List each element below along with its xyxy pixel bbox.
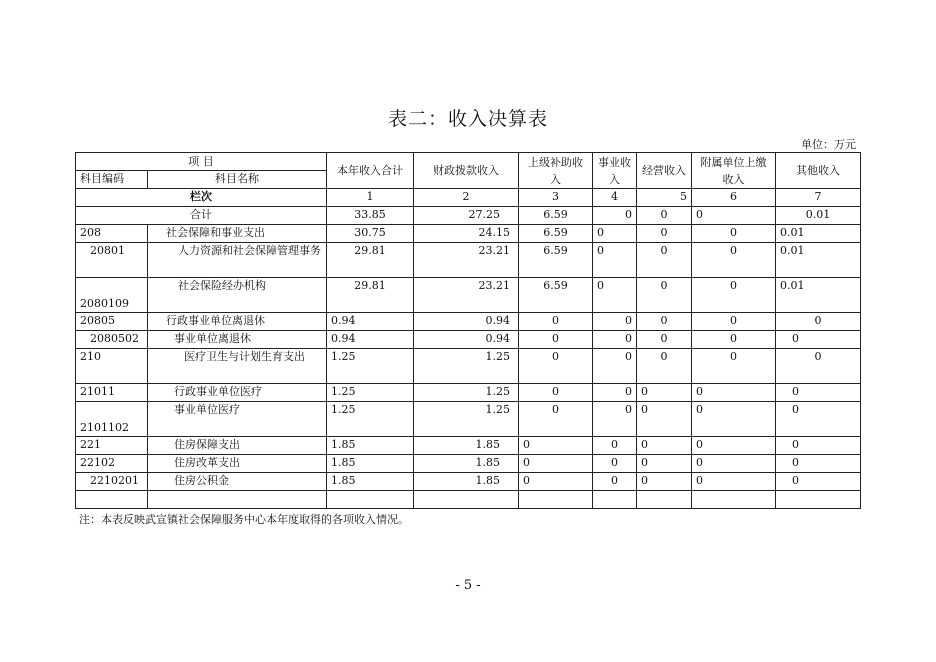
subject-code: 221 [76, 437, 148, 455]
cell: 0 [593, 437, 637, 455]
col-header: 附属单位上缴收入 [692, 153, 776, 189]
cell: 1.85 [327, 455, 414, 473]
cell: 0 [637, 349, 692, 384]
cell: 0.01 [776, 278, 861, 313]
empty-cell [519, 491, 593, 509]
cell: 0 [692, 225, 776, 243]
cell: 23.21 [414, 243, 519, 278]
table-row [76, 473, 861, 491]
subject-code: 210 [76, 349, 148, 384]
table-row [76, 225, 861, 243]
cell: 0 [776, 331, 861, 349]
column-number: 6 [692, 189, 776, 207]
empty-cell [776, 491, 861, 509]
cell: 0 [692, 402, 776, 437]
subject-name: 社会保障和事业支出 [148, 225, 327, 243]
column-number: 5 [637, 189, 692, 207]
cell: 0 [519, 473, 593, 491]
column-number: 1 [327, 189, 414, 207]
total-row [76, 207, 861, 225]
cell: 0 [692, 384, 776, 402]
cell: 1.85 [414, 473, 519, 491]
income-table [75, 152, 861, 509]
table-row [76, 402, 861, 437]
code-header: 科目编码 [76, 171, 148, 189]
column-number: 4 [593, 189, 637, 207]
cell: 0 [776, 473, 861, 491]
cell: 0 [593, 313, 637, 331]
subject-name: 医疗卫生与计划生育支出 [148, 349, 327, 384]
subject-code: 2080502 [76, 331, 148, 349]
cell: 0 [692, 278, 776, 313]
cell: 0 [637, 384, 692, 402]
subject-code: 2210201 [76, 473, 148, 491]
subject-code: 20801 [76, 243, 148, 278]
cell: 0 [637, 455, 692, 473]
cell: 6.59 [519, 278, 593, 313]
cell: 0 [637, 243, 692, 278]
table-row [76, 331, 861, 349]
cell: 0.01 [776, 243, 861, 278]
name-header: 科目名称 [148, 171, 327, 189]
subject-name: 事业单位离退休 [148, 331, 327, 349]
cell: 1.85 [327, 437, 414, 455]
subject-name: 住房改革支出 [148, 455, 327, 473]
subject-code: 208 [76, 225, 148, 243]
page-title: 表二：收入决算表 [387, 108, 548, 130]
cell: 0 [637, 402, 692, 437]
cell: 6.59 [519, 243, 593, 278]
col-header: 经营收入 [637, 153, 692, 189]
cell: 0.94 [414, 331, 519, 349]
cell: 0 [637, 207, 692, 225]
cell: 0 [692, 455, 776, 473]
empty-cell [327, 491, 414, 509]
subject-name: 人力资源和社会保障管理事务 [148, 243, 327, 278]
cell: 1.25 [414, 349, 519, 384]
col-header: 本年收入合计 [327, 153, 414, 189]
cell: 29.81 [327, 278, 414, 313]
cell: 0.94 [327, 331, 414, 349]
cell: 0 [637, 225, 692, 243]
cell: 0 [593, 384, 637, 402]
subject-code: 2101102 [76, 402, 148, 437]
cell: 29.81 [327, 243, 414, 278]
cell: 0 [519, 402, 593, 437]
cell: 27.25 [414, 207, 519, 225]
table-note: 注：本表反映武宣镇社会保障服务中心本年度取得的各项收入情况。 [79, 513, 409, 526]
subject-code: 2080109 [76, 278, 148, 313]
subject-name: 社会保险经办机构 [148, 278, 327, 313]
cell: 33.85 [327, 207, 414, 225]
cell: 0 [692, 207, 776, 225]
column-number: 7 [776, 189, 861, 207]
column-number: 2 [414, 189, 519, 207]
cell: 0 [593, 473, 637, 491]
subject-name: 住房保障支出 [148, 437, 327, 455]
subject-code: 22102 [76, 455, 148, 473]
empty-cell [148, 491, 327, 509]
cell: 0 [637, 473, 692, 491]
subject-name: 行政事业单位医疗 [148, 384, 327, 402]
cell: 0 [776, 313, 861, 331]
cell: 0.01 [776, 207, 861, 225]
column-number-row [76, 189, 861, 207]
table-row [76, 455, 861, 473]
unit-label: 单位：万元 [801, 138, 856, 151]
cell: 0.94 [327, 313, 414, 331]
empty-cell [414, 491, 519, 509]
cell: 1.85 [327, 473, 414, 491]
cell: 0 [692, 331, 776, 349]
cell: 1.25 [327, 349, 414, 384]
cell: 0 [519, 455, 593, 473]
cell: 30.75 [327, 225, 414, 243]
cell: 0 [692, 473, 776, 491]
cell: 0 [593, 243, 637, 278]
cell: 0 [593, 278, 637, 313]
cell: 0 [692, 313, 776, 331]
header-row [76, 153, 861, 171]
cell: 0 [692, 243, 776, 278]
cell: 1.85 [414, 455, 519, 473]
subject-name: 事业单位医疗 [148, 402, 327, 437]
cell: 23.21 [414, 278, 519, 313]
cell: 0 [637, 331, 692, 349]
cell: 1.85 [414, 437, 519, 455]
subject-code: 21011 [76, 384, 148, 402]
cell: 0 [593, 402, 637, 437]
cell: 1.25 [414, 384, 519, 402]
cell: 0 [519, 384, 593, 402]
cell: 1.25 [414, 402, 519, 437]
cell: 0 [637, 437, 692, 455]
cell: 1.25 [327, 402, 414, 437]
cell: 0 [593, 331, 637, 349]
cell: 0 [593, 225, 637, 243]
table-row [76, 437, 861, 455]
cell: 0 [692, 349, 776, 384]
column-number: 3 [519, 189, 593, 207]
page-number: - 5 - [455, 578, 481, 593]
cell: 0 [637, 313, 692, 331]
cell: 0 [692, 437, 776, 455]
col-header: 财政拨款收入 [414, 153, 519, 189]
cell: 0 [519, 349, 593, 384]
table-row [76, 278, 861, 313]
col-header: 上级补助收入 [519, 153, 593, 189]
table-row [76, 349, 861, 384]
empty-cell [76, 491, 148, 509]
cell: 24.15 [414, 225, 519, 243]
col-header: 事业收入 [593, 153, 637, 189]
cell: 6.59 [519, 225, 593, 243]
column-label: 栏次 [76, 189, 327, 207]
table-row [76, 384, 861, 402]
subject-name: 住房公积金 [148, 473, 327, 491]
cell: 6.59 [519, 207, 593, 225]
cell: 0 [776, 402, 861, 437]
table-row [76, 243, 861, 278]
cell: 0 [593, 207, 637, 225]
cell: 0 [776, 437, 861, 455]
cell: 1.25 [327, 384, 414, 402]
table-row [76, 313, 861, 331]
cell: 0 [593, 455, 637, 473]
cell: 0 [519, 313, 593, 331]
cell: 0.94 [414, 313, 519, 331]
cell: 0 [519, 437, 593, 455]
cell: 0 [637, 278, 692, 313]
item-header: 项 目 [76, 153, 327, 171]
cell: 0.01 [776, 225, 861, 243]
empty-cell [593, 491, 637, 509]
cell: 0 [776, 384, 861, 402]
empty-row [76, 491, 861, 509]
subject-code: 20805 [76, 313, 148, 331]
cell: 0 [776, 455, 861, 473]
empty-cell [637, 491, 692, 509]
cell: 0 [776, 349, 861, 384]
total-label: 合计 [76, 207, 327, 225]
empty-cell [692, 491, 776, 509]
cell: 0 [519, 331, 593, 349]
col-header: 其他收入 [776, 153, 861, 189]
cell: 0 [593, 349, 637, 384]
subject-name: 行政事业单位离退休 [148, 313, 327, 331]
